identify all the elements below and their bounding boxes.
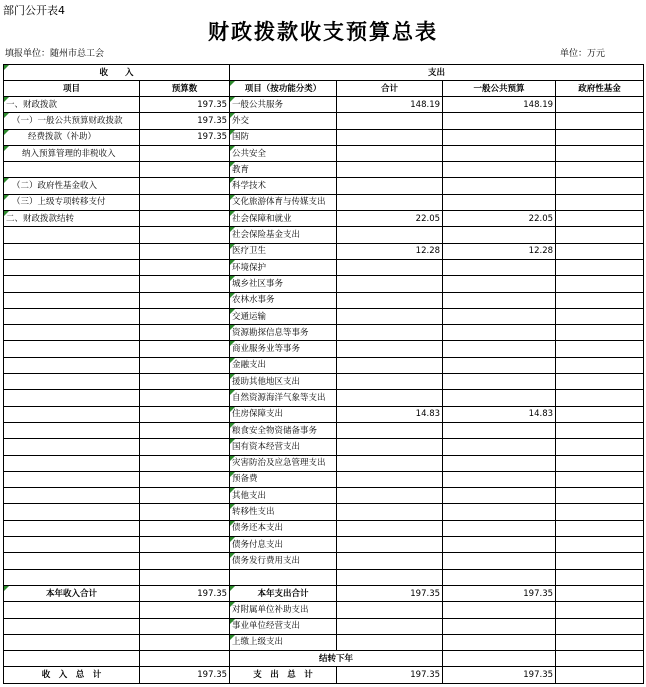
table-row bbox=[4, 471, 644, 487]
expense-item-cell: 上缴上级支出 bbox=[230, 634, 337, 650]
table-row bbox=[4, 634, 644, 650]
expense-fund-cell bbox=[556, 651, 644, 667]
income-item-cell bbox=[4, 341, 140, 357]
expense-total-cell bbox=[337, 618, 443, 634]
table-row bbox=[4, 553, 644, 569]
expense-item-cell: 资源勘探信息等事务 bbox=[230, 325, 337, 341]
expense-general-cell bbox=[443, 129, 556, 145]
expense-item-cell: 国防 bbox=[230, 129, 337, 145]
expense-total-cell bbox=[337, 178, 443, 194]
income-budget-cell bbox=[140, 308, 230, 324]
expense-fund-cell bbox=[556, 325, 644, 341]
expense-fund-cell bbox=[556, 341, 644, 357]
year-income-total-value: 197.35 bbox=[140, 585, 230, 601]
income-budget-cell bbox=[140, 651, 230, 667]
table-row bbox=[4, 341, 644, 357]
expense-fund-cell bbox=[556, 406, 644, 422]
carry-forward-label: 结转下年 bbox=[230, 651, 443, 667]
expense-total-cell bbox=[337, 439, 443, 455]
income-budget-cell bbox=[140, 406, 230, 422]
expense-item-cell: 债务发行费用支出 bbox=[230, 553, 337, 569]
year-general-total-value: 197.35 bbox=[443, 585, 556, 601]
col-func-header: 项目（按功能分类） bbox=[230, 81, 337, 97]
income-item-cell bbox=[4, 357, 140, 373]
income-budget-cell bbox=[140, 422, 230, 438]
expense-fund-cell bbox=[556, 292, 644, 308]
expense-general-cell bbox=[443, 325, 556, 341]
expense-general-cell bbox=[443, 618, 556, 634]
expense-item-cell: 金融支出 bbox=[230, 357, 337, 373]
expense-general-cell bbox=[443, 145, 556, 161]
income-item-cell bbox=[4, 422, 140, 438]
table-row bbox=[4, 243, 644, 259]
currency-unit-label: 单位：万元 bbox=[560, 49, 606, 59]
income-item-cell bbox=[4, 602, 140, 618]
expense-fund-cell bbox=[556, 243, 644, 259]
expense-fund-cell bbox=[556, 618, 644, 634]
income-item-cell bbox=[4, 651, 140, 667]
expense-general-cell bbox=[443, 602, 556, 618]
income-budget-cell bbox=[140, 488, 230, 504]
income-budget-cell bbox=[140, 178, 230, 194]
expense-general-cell bbox=[443, 537, 556, 553]
expense-item-cell: 住房保障支出 bbox=[230, 406, 337, 422]
income-item-cell: 纳入预算管理的非税收入 bbox=[4, 145, 140, 161]
income-budget-cell bbox=[140, 259, 230, 275]
table-row bbox=[4, 422, 644, 438]
expense-item-cell: 环境保护 bbox=[230, 259, 337, 275]
table-row bbox=[4, 569, 644, 585]
income-item-cell bbox=[4, 553, 140, 569]
income-budget-cell: 197.35 bbox=[140, 97, 230, 113]
expense-total-cell bbox=[337, 341, 443, 357]
income-item-cell bbox=[4, 162, 140, 178]
expense-item-cell: 粮食安全物资储备事务 bbox=[230, 422, 337, 438]
year-expense-total-value: 197.35 bbox=[337, 585, 443, 601]
income-budget-cell bbox=[140, 504, 230, 520]
expense-fund-cell bbox=[556, 113, 644, 129]
grand-income-total-label: 收 入 总 计 bbox=[4, 667, 140, 683]
grand-general-total-value: 197.35 bbox=[443, 667, 556, 683]
expense-general-cell bbox=[443, 276, 556, 292]
income-item-cell: （三）上级专项转移支付 bbox=[4, 194, 140, 210]
expense-general-cell bbox=[443, 113, 556, 129]
table-row bbox=[4, 520, 644, 536]
income-item-cell bbox=[4, 243, 140, 259]
income-budget-cell bbox=[140, 145, 230, 161]
expense-fund-cell bbox=[556, 520, 644, 536]
expense-general-cell bbox=[443, 357, 556, 373]
expense-general-cell bbox=[443, 308, 556, 324]
table-row bbox=[4, 113, 644, 129]
col-fund-header: 政府性基金 bbox=[556, 81, 644, 97]
table-row bbox=[4, 439, 644, 455]
expense-total-cell bbox=[337, 129, 443, 145]
expense-fund-cell bbox=[556, 357, 644, 373]
expense-general-cell bbox=[443, 194, 556, 210]
expense-item-cell: 国有资本经营支出 bbox=[230, 439, 337, 455]
income-item-cell bbox=[4, 325, 140, 341]
expense-fund-cell bbox=[556, 194, 644, 210]
expense-total-cell bbox=[337, 308, 443, 324]
expense-item-cell: 商业服务业等事务 bbox=[230, 341, 337, 357]
expense-fund-cell bbox=[556, 439, 644, 455]
carry-forward-row bbox=[4, 651, 644, 667]
grand-expense-total-value: 197.35 bbox=[337, 667, 443, 683]
expense-general-cell bbox=[443, 374, 556, 390]
section-header-row bbox=[4, 65, 644, 81]
expense-general-cell: 22.05 bbox=[443, 211, 556, 227]
table-row bbox=[4, 129, 644, 145]
expense-general-cell bbox=[443, 553, 556, 569]
expense-total-cell: 22.05 bbox=[337, 211, 443, 227]
table-row bbox=[4, 211, 644, 227]
income-item-cell bbox=[4, 569, 140, 585]
expense-general-cell: 12.28 bbox=[443, 243, 556, 259]
income-item-cell bbox=[4, 634, 140, 650]
table-row bbox=[4, 178, 644, 194]
expense-fund-cell bbox=[556, 569, 644, 585]
expense-fund-cell bbox=[556, 390, 644, 406]
income-item-cell bbox=[4, 406, 140, 422]
expense-fund-cell bbox=[556, 471, 644, 487]
table-row bbox=[4, 455, 644, 471]
grand-income-total-value: 197.35 bbox=[140, 667, 230, 683]
col-budget-header: 预算数 bbox=[140, 81, 230, 97]
income-item-cell bbox=[4, 292, 140, 308]
year-expense-total-label: 本年支出合计 bbox=[230, 585, 337, 601]
expense-item-cell bbox=[230, 569, 337, 585]
income-budget-cell bbox=[140, 292, 230, 308]
expense-item-cell: 其他支出 bbox=[230, 488, 337, 504]
expense-fund-cell bbox=[556, 227, 644, 243]
income-item-cell bbox=[4, 374, 140, 390]
income-item-cell bbox=[4, 537, 140, 553]
expense-item-cell: 农林水事务 bbox=[230, 292, 337, 308]
income-item-cell bbox=[4, 455, 140, 471]
expense-total-cell bbox=[337, 471, 443, 487]
expense-fund-cell bbox=[556, 634, 644, 650]
income-item-cell bbox=[4, 276, 140, 292]
income-budget-cell: 197.35 bbox=[140, 113, 230, 129]
expense-fund-cell bbox=[556, 422, 644, 438]
expense-fund-cell bbox=[556, 178, 644, 194]
table-number-label: 部门公开表4 bbox=[3, 4, 65, 17]
income-budget-cell bbox=[140, 243, 230, 259]
expense-total-cell bbox=[337, 194, 443, 210]
income-item-cell bbox=[4, 308, 140, 324]
income-budget-cell bbox=[140, 276, 230, 292]
expense-general-cell bbox=[443, 390, 556, 406]
income-budget-cell bbox=[140, 374, 230, 390]
income-budget-cell bbox=[140, 390, 230, 406]
page-title: 财政拨款收支预算总表 bbox=[208, 20, 438, 44]
expense-fund-cell bbox=[556, 308, 644, 324]
income-item-cell bbox=[4, 618, 140, 634]
expense-fund-cell bbox=[556, 488, 644, 504]
expense-general-cell bbox=[443, 227, 556, 243]
income-item-cell bbox=[4, 488, 140, 504]
expense-total-cell bbox=[337, 259, 443, 275]
expense-item-cell: 对附属单位补助支出 bbox=[230, 602, 337, 618]
expense-general-cell bbox=[443, 488, 556, 504]
expense-item-cell: 自然资源海洋气象等支出 bbox=[230, 390, 337, 406]
expense-general-cell bbox=[443, 162, 556, 178]
budget-summary-table bbox=[3, 64, 644, 684]
table-row bbox=[4, 602, 644, 618]
income-budget-cell bbox=[140, 520, 230, 536]
table-row bbox=[4, 504, 644, 520]
income-budget-cell bbox=[140, 439, 230, 455]
col-general-header: 一般公共预算 bbox=[443, 81, 556, 97]
col-total-header: 合计 bbox=[337, 81, 443, 97]
expense-item-cell: 医疗卫生 bbox=[230, 243, 337, 259]
expense-fund-cell bbox=[556, 504, 644, 520]
expense-total-cell bbox=[337, 504, 443, 520]
expense-item-cell: 城乡社区事务 bbox=[230, 276, 337, 292]
income-item-cell bbox=[4, 390, 140, 406]
year-income-total-label: 本年收入合计 bbox=[4, 585, 140, 601]
grand-fund-total-value bbox=[556, 667, 644, 683]
income-budget-cell bbox=[140, 211, 230, 227]
income-budget-cell bbox=[140, 227, 230, 243]
expense-item-cell: 外交 bbox=[230, 113, 337, 129]
expense-fund-cell bbox=[556, 145, 644, 161]
income-budget-cell bbox=[140, 471, 230, 487]
expense-item-cell: 灾害防治及应急管理支出 bbox=[230, 455, 337, 471]
expense-fund-cell bbox=[556, 162, 644, 178]
expense-total-cell bbox=[337, 227, 443, 243]
expense-total-cell bbox=[337, 520, 443, 536]
table-row bbox=[4, 145, 644, 161]
expense-fund-cell bbox=[556, 602, 644, 618]
expense-general-cell bbox=[443, 455, 556, 471]
expense-fund-cell bbox=[556, 537, 644, 553]
expense-total-cell bbox=[337, 357, 443, 373]
expense-item-cell: 转移性支出 bbox=[230, 504, 337, 520]
expense-item-cell: 援助其他地区支出 bbox=[230, 374, 337, 390]
expense-general-cell bbox=[443, 569, 556, 585]
expense-general-cell bbox=[443, 422, 556, 438]
table-row bbox=[4, 374, 644, 390]
table-row bbox=[4, 276, 644, 292]
expense-general-cell bbox=[443, 439, 556, 455]
table-row bbox=[4, 537, 644, 553]
expense-fund-cell bbox=[556, 129, 644, 145]
income-budget-cell bbox=[140, 537, 230, 553]
income-item-cell bbox=[4, 439, 140, 455]
expense-fund-cell bbox=[556, 455, 644, 471]
expense-total-cell: 12.28 bbox=[337, 243, 443, 259]
income-item-cell: （一）一般公共预算财政拨款 bbox=[4, 113, 140, 129]
table-row bbox=[4, 227, 644, 243]
table-row bbox=[4, 292, 644, 308]
table-row bbox=[4, 308, 644, 324]
expense-total-cell bbox=[337, 145, 443, 161]
expense-total-cell bbox=[337, 374, 443, 390]
expense-item-cell: 预备费 bbox=[230, 471, 337, 487]
expense-total-cell bbox=[337, 292, 443, 308]
expense-total-cell bbox=[337, 422, 443, 438]
grand-expense-total-label: 支 出 总 计 bbox=[230, 667, 337, 683]
expense-total-cell bbox=[337, 488, 443, 504]
income-item-cell bbox=[4, 520, 140, 536]
year-fund-total-value bbox=[556, 585, 644, 601]
expense-general-cell bbox=[443, 292, 556, 308]
expense-total-cell bbox=[337, 537, 443, 553]
expense-general-cell bbox=[443, 341, 556, 357]
expense-total-cell bbox=[337, 113, 443, 129]
expense-total-cell bbox=[337, 634, 443, 650]
reporting-unit-label: 填报单位：随州市总工会 bbox=[5, 49, 105, 59]
expense-item-cell: 事业单位经营支出 bbox=[230, 618, 337, 634]
income-item-cell: 经费拨款（补助） bbox=[4, 129, 140, 145]
expense-item-cell: 社会保险基金支出 bbox=[230, 227, 337, 243]
income-budget-cell bbox=[140, 325, 230, 341]
expense-fund-cell bbox=[556, 259, 644, 275]
expense-fund-cell bbox=[556, 211, 644, 227]
expense-general-cell bbox=[443, 520, 556, 536]
expense-item-cell: 交通运输 bbox=[230, 308, 337, 324]
income-budget-cell bbox=[140, 602, 230, 618]
expense-general-cell: 148.19 bbox=[443, 97, 556, 113]
table-row bbox=[4, 259, 644, 275]
table-row bbox=[4, 97, 644, 113]
expense-item-cell: 债务付息支出 bbox=[230, 537, 337, 553]
income-item-cell: 一、财政拨款 bbox=[4, 97, 140, 113]
table-row bbox=[4, 194, 644, 210]
income-budget-cell bbox=[140, 618, 230, 634]
col-item-header: 项目 bbox=[4, 81, 140, 97]
expense-total-cell bbox=[337, 162, 443, 178]
expense-total-cell bbox=[337, 553, 443, 569]
income-header: 收 入 bbox=[4, 65, 230, 81]
expense-item-cell: 一般公共服务 bbox=[230, 97, 337, 113]
table-row bbox=[4, 390, 644, 406]
column-header-row bbox=[4, 81, 644, 97]
expense-item-cell: 文化旅游体育与传媒支出 bbox=[230, 194, 337, 210]
expense-total-cell bbox=[337, 455, 443, 471]
table-row bbox=[4, 162, 644, 178]
income-budget-cell bbox=[140, 341, 230, 357]
expense-item-cell: 债务还本支出 bbox=[230, 520, 337, 536]
expense-header: 支出 bbox=[230, 65, 644, 81]
expense-item-cell: 科学技术 bbox=[230, 178, 337, 194]
year-total-row bbox=[4, 585, 644, 601]
expense-total-cell bbox=[337, 325, 443, 341]
expense-item-cell: 教育 bbox=[230, 162, 337, 178]
income-budget-cell: 197.35 bbox=[140, 129, 230, 145]
expense-general-cell: 14.83 bbox=[443, 406, 556, 422]
expense-total-cell: 148.19 bbox=[337, 97, 443, 113]
income-item-cell bbox=[4, 259, 140, 275]
expense-general-cell bbox=[443, 178, 556, 194]
expense-general-cell bbox=[443, 504, 556, 520]
income-budget-cell bbox=[140, 569, 230, 585]
grand-total-row bbox=[4, 667, 644, 683]
income-item-cell bbox=[4, 504, 140, 520]
income-budget-cell bbox=[140, 194, 230, 210]
table-row bbox=[4, 325, 644, 341]
expense-fund-cell bbox=[556, 374, 644, 390]
expense-total-cell bbox=[337, 390, 443, 406]
table-row bbox=[4, 406, 644, 422]
expense-total-cell bbox=[337, 276, 443, 292]
expense-fund-cell bbox=[556, 276, 644, 292]
expense-total-cell: 14.83 bbox=[337, 406, 443, 422]
expense-general-cell bbox=[443, 259, 556, 275]
expense-general-cell bbox=[443, 634, 556, 650]
income-item-cell bbox=[4, 227, 140, 243]
income-budget-cell bbox=[140, 162, 230, 178]
income-budget-cell bbox=[140, 634, 230, 650]
expense-general-cell bbox=[443, 651, 556, 667]
table-row bbox=[4, 618, 644, 634]
income-item-cell bbox=[4, 471, 140, 487]
income-budget-cell bbox=[140, 553, 230, 569]
expense-fund-cell bbox=[556, 97, 644, 113]
income-item-cell: 二、财政拨款结转 bbox=[4, 211, 140, 227]
income-item-cell: （二）政府性基金收入 bbox=[4, 178, 140, 194]
expense-fund-cell bbox=[556, 553, 644, 569]
expense-general-cell bbox=[443, 471, 556, 487]
table-row bbox=[4, 357, 644, 373]
expense-total-cell bbox=[337, 602, 443, 618]
expense-item-cell: 公共安全 bbox=[230, 145, 337, 161]
table-row bbox=[4, 488, 644, 504]
income-budget-cell bbox=[140, 455, 230, 471]
expense-total-cell bbox=[337, 569, 443, 585]
expense-item-cell: 社会保障和就业 bbox=[230, 211, 337, 227]
income-budget-cell bbox=[140, 357, 230, 373]
